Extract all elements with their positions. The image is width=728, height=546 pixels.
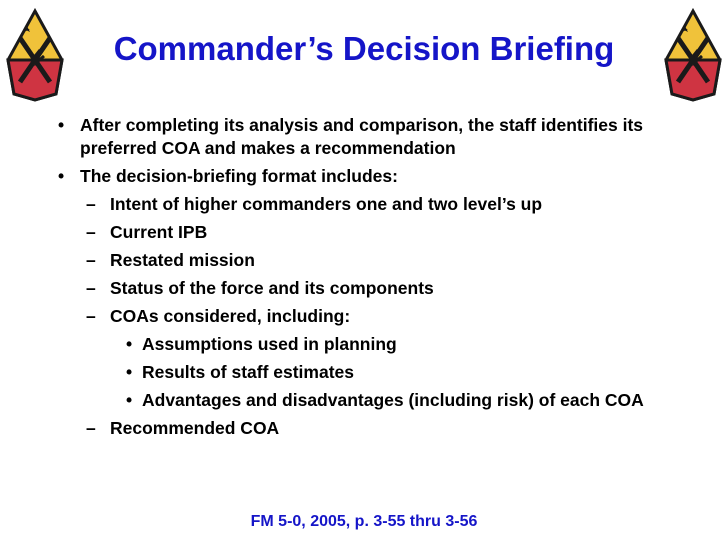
sub-sub-item bbox=[52, 333, 692, 356]
sub-item bbox=[52, 305, 692, 328]
sub-sub-item-marker: • bbox=[126, 362, 133, 382]
sub-sub-item-marker: • bbox=[126, 390, 133, 410]
bullet-item bbox=[52, 165, 692, 188]
sub-item-marker: – bbox=[86, 250, 96, 270]
sub-item-text: Intent of higher commanders one and two level’s up bbox=[110, 194, 543, 214]
sub-sub-item bbox=[52, 389, 692, 412]
sub-item-text: COAs considered, including: bbox=[110, 306, 351, 326]
slide-title: Commander’s Decision Briefing bbox=[113, 30, 615, 67]
bullet-text: After completing its analysis and comparison, the staff identifies its preferred COA and makes a recommendation bbox=[80, 115, 644, 158]
sub-sub-item-text: Advantages and disadvantages (including risk) of each COA bbox=[142, 390, 644, 410]
sub-item bbox=[52, 249, 692, 272]
sub-sub-item-marker: • bbox=[126, 334, 133, 354]
sub-item-text: Restated mission bbox=[110, 250, 255, 270]
bullet-text: The decision-briefing format includes: bbox=[80, 166, 398, 186]
bullet-marker: • bbox=[58, 166, 65, 186]
sub-sub-item bbox=[52, 361, 692, 384]
sub-item-marker: – bbox=[86, 306, 96, 326]
sub-item bbox=[52, 221, 692, 244]
sub-item-text: Recommended COA bbox=[110, 418, 280, 438]
sub-item-text: Status of the force and its components bbox=[110, 278, 434, 298]
sub-item-text: Current IPB bbox=[110, 222, 208, 242]
sub-item-marker: – bbox=[86, 222, 96, 242]
sub-sub-item-text: Results of staff estimates bbox=[142, 362, 355, 382]
sub-item bbox=[52, 277, 692, 300]
source-citation: FM 5-0, 2005, p. 3-55 thru 3-56 bbox=[250, 513, 478, 530]
bullet-marker: • bbox=[58, 115, 65, 135]
sub-item-marker: – bbox=[86, 194, 96, 214]
slide-body bbox=[52, 114, 692, 445]
bullet-item bbox=[52, 114, 692, 160]
sub-sub-item-text: Assumptions used in planning bbox=[142, 334, 397, 354]
sub-item bbox=[52, 417, 692, 440]
sub-item-marker: – bbox=[86, 278, 96, 298]
sub-item bbox=[52, 193, 692, 216]
sub-item-marker: – bbox=[86, 418, 96, 438]
